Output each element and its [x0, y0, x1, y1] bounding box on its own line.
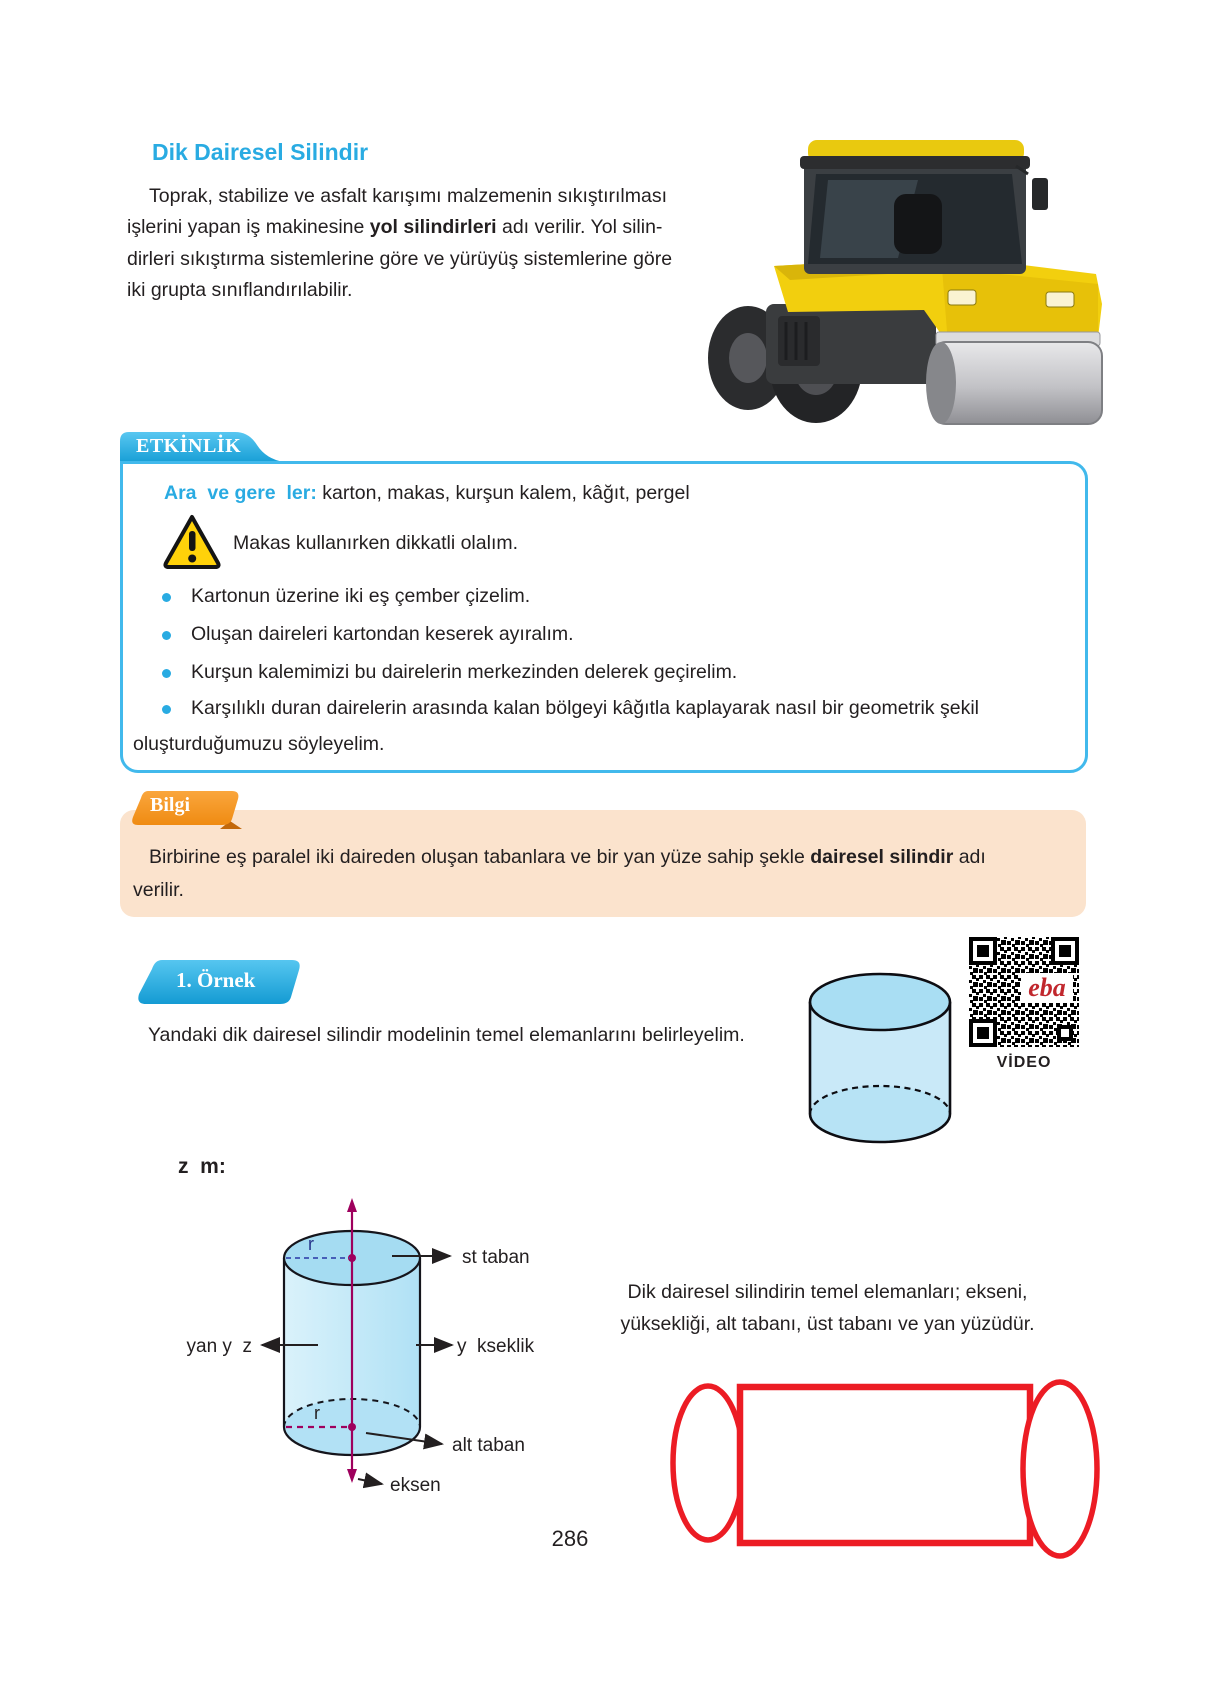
- solution-header: z m:: [178, 1155, 226, 1178]
- bullet-icon: [162, 705, 171, 714]
- label-height: y kseklik: [457, 1336, 535, 1357]
- activity-bullet: Kurşun kalemimizi bu dairelerin merkezinden delerek geçirelim.: [191, 661, 738, 683]
- activity-box: [120, 461, 1088, 773]
- qr-code: [965, 933, 1083, 1051]
- page-title: Dik Dairesel Silindir: [152, 139, 369, 165]
- page-number: 286: [551, 1526, 589, 1551]
- activity-header: ETKİNLİK: [136, 435, 242, 457]
- bold-term-dairesel-silindir: dairesel silindir: [810, 846, 954, 868]
- activity-bullet: Karşılıklı duran dairelerin arasında kalan bölgeyi kâğıtla kaplayarak nasıl bir geometrik şekil: [191, 697, 979, 719]
- intro-line: işlerini yapan iş makinesine yol silindirleri adı verilir. Yol silin-: [127, 216, 663, 239]
- info-header: Bilgi: [150, 794, 191, 816]
- label-top-base: st taban: [462, 1247, 530, 1268]
- activity-materials: [164, 482, 690, 505]
- bullet-icon: [162, 669, 171, 678]
- video-label: VİDEO: [996, 1054, 1052, 1071]
- info-line: Birbirine eş paralel iki daireden oluşan tabanlara ve bir yan yüze sahip şekle dairesel silindir adı: [149, 846, 986, 868]
- solution-text: [575, 1276, 1080, 1340]
- materials-items: karton, makas, kurşun kalem, kâğıt, pergel: [316, 482, 690, 504]
- intro-line: dirleri sıkıştırma sistemlerine göre ve yürüyüş sistemlerine göre: [127, 247, 673, 270]
- label-axis: eksen: [390, 1475, 441, 1496]
- label-bottom-base: alt taban: [452, 1435, 525, 1456]
- intro-line: iki grupta sınıflandırılabilir.: [127, 279, 353, 302]
- info-text: [133, 841, 1083, 907]
- bullet-icon: [162, 593, 171, 602]
- example-header: 1. Örnek: [176, 968, 256, 992]
- warning-icon: [162, 512, 222, 570]
- info-line: verilir.: [133, 879, 184, 901]
- intro-paragraph: [127, 181, 712, 307]
- activity-warning: Makas kullanırken dikkatli olalım.: [233, 532, 519, 554]
- activity-bullet-continuation: oluşturduğumuzu söyleyelim.: [133, 733, 385, 755]
- cylinder-figure: [806, 968, 956, 1150]
- bullet-icon: [162, 631, 171, 640]
- example-prompt: Yandaki dik dairesel silindir modelinin temel elemanlarını belirleyelim.: [148, 1024, 745, 1046]
- materials-label: Ara ve gere ler:: [164, 482, 317, 504]
- solution-line: yüksekliği, alt tabanı, üst tabanı ve yan yüzüdür.: [620, 1313, 1035, 1335]
- axis-arrow-up: [347, 1198, 357, 1212]
- road-roller-image: [698, 138, 1110, 428]
- intro-line: Toprak, stabilize ve asfalt karışımı malzemenin sıkıştırılması: [149, 185, 667, 207]
- activity-bullet: Kartonun üzerine iki eş çember çizelim.: [191, 585, 531, 607]
- solution-line: Dik dairesel silindirin temel elemanları; ekseni,: [627, 1281, 1028, 1303]
- radius-label-bottom: r: [314, 1403, 320, 1423]
- bold-term-yol-silindirleri: yol silindirleri: [369, 216, 497, 239]
- eba-logo: eba: [1028, 973, 1066, 1002]
- radius-label-top: r: [308, 1234, 314, 1254]
- cylinder-diagram: [178, 1188, 578, 1503]
- cylinder-net-figure: [658, 1372, 1118, 1570]
- label-side-face: yan y z: [186, 1336, 252, 1357]
- axis-arrow-down: [347, 1469, 357, 1483]
- activity-bullet: Oluşan daireleri kartondan keserek ayıralım.: [191, 623, 574, 645]
